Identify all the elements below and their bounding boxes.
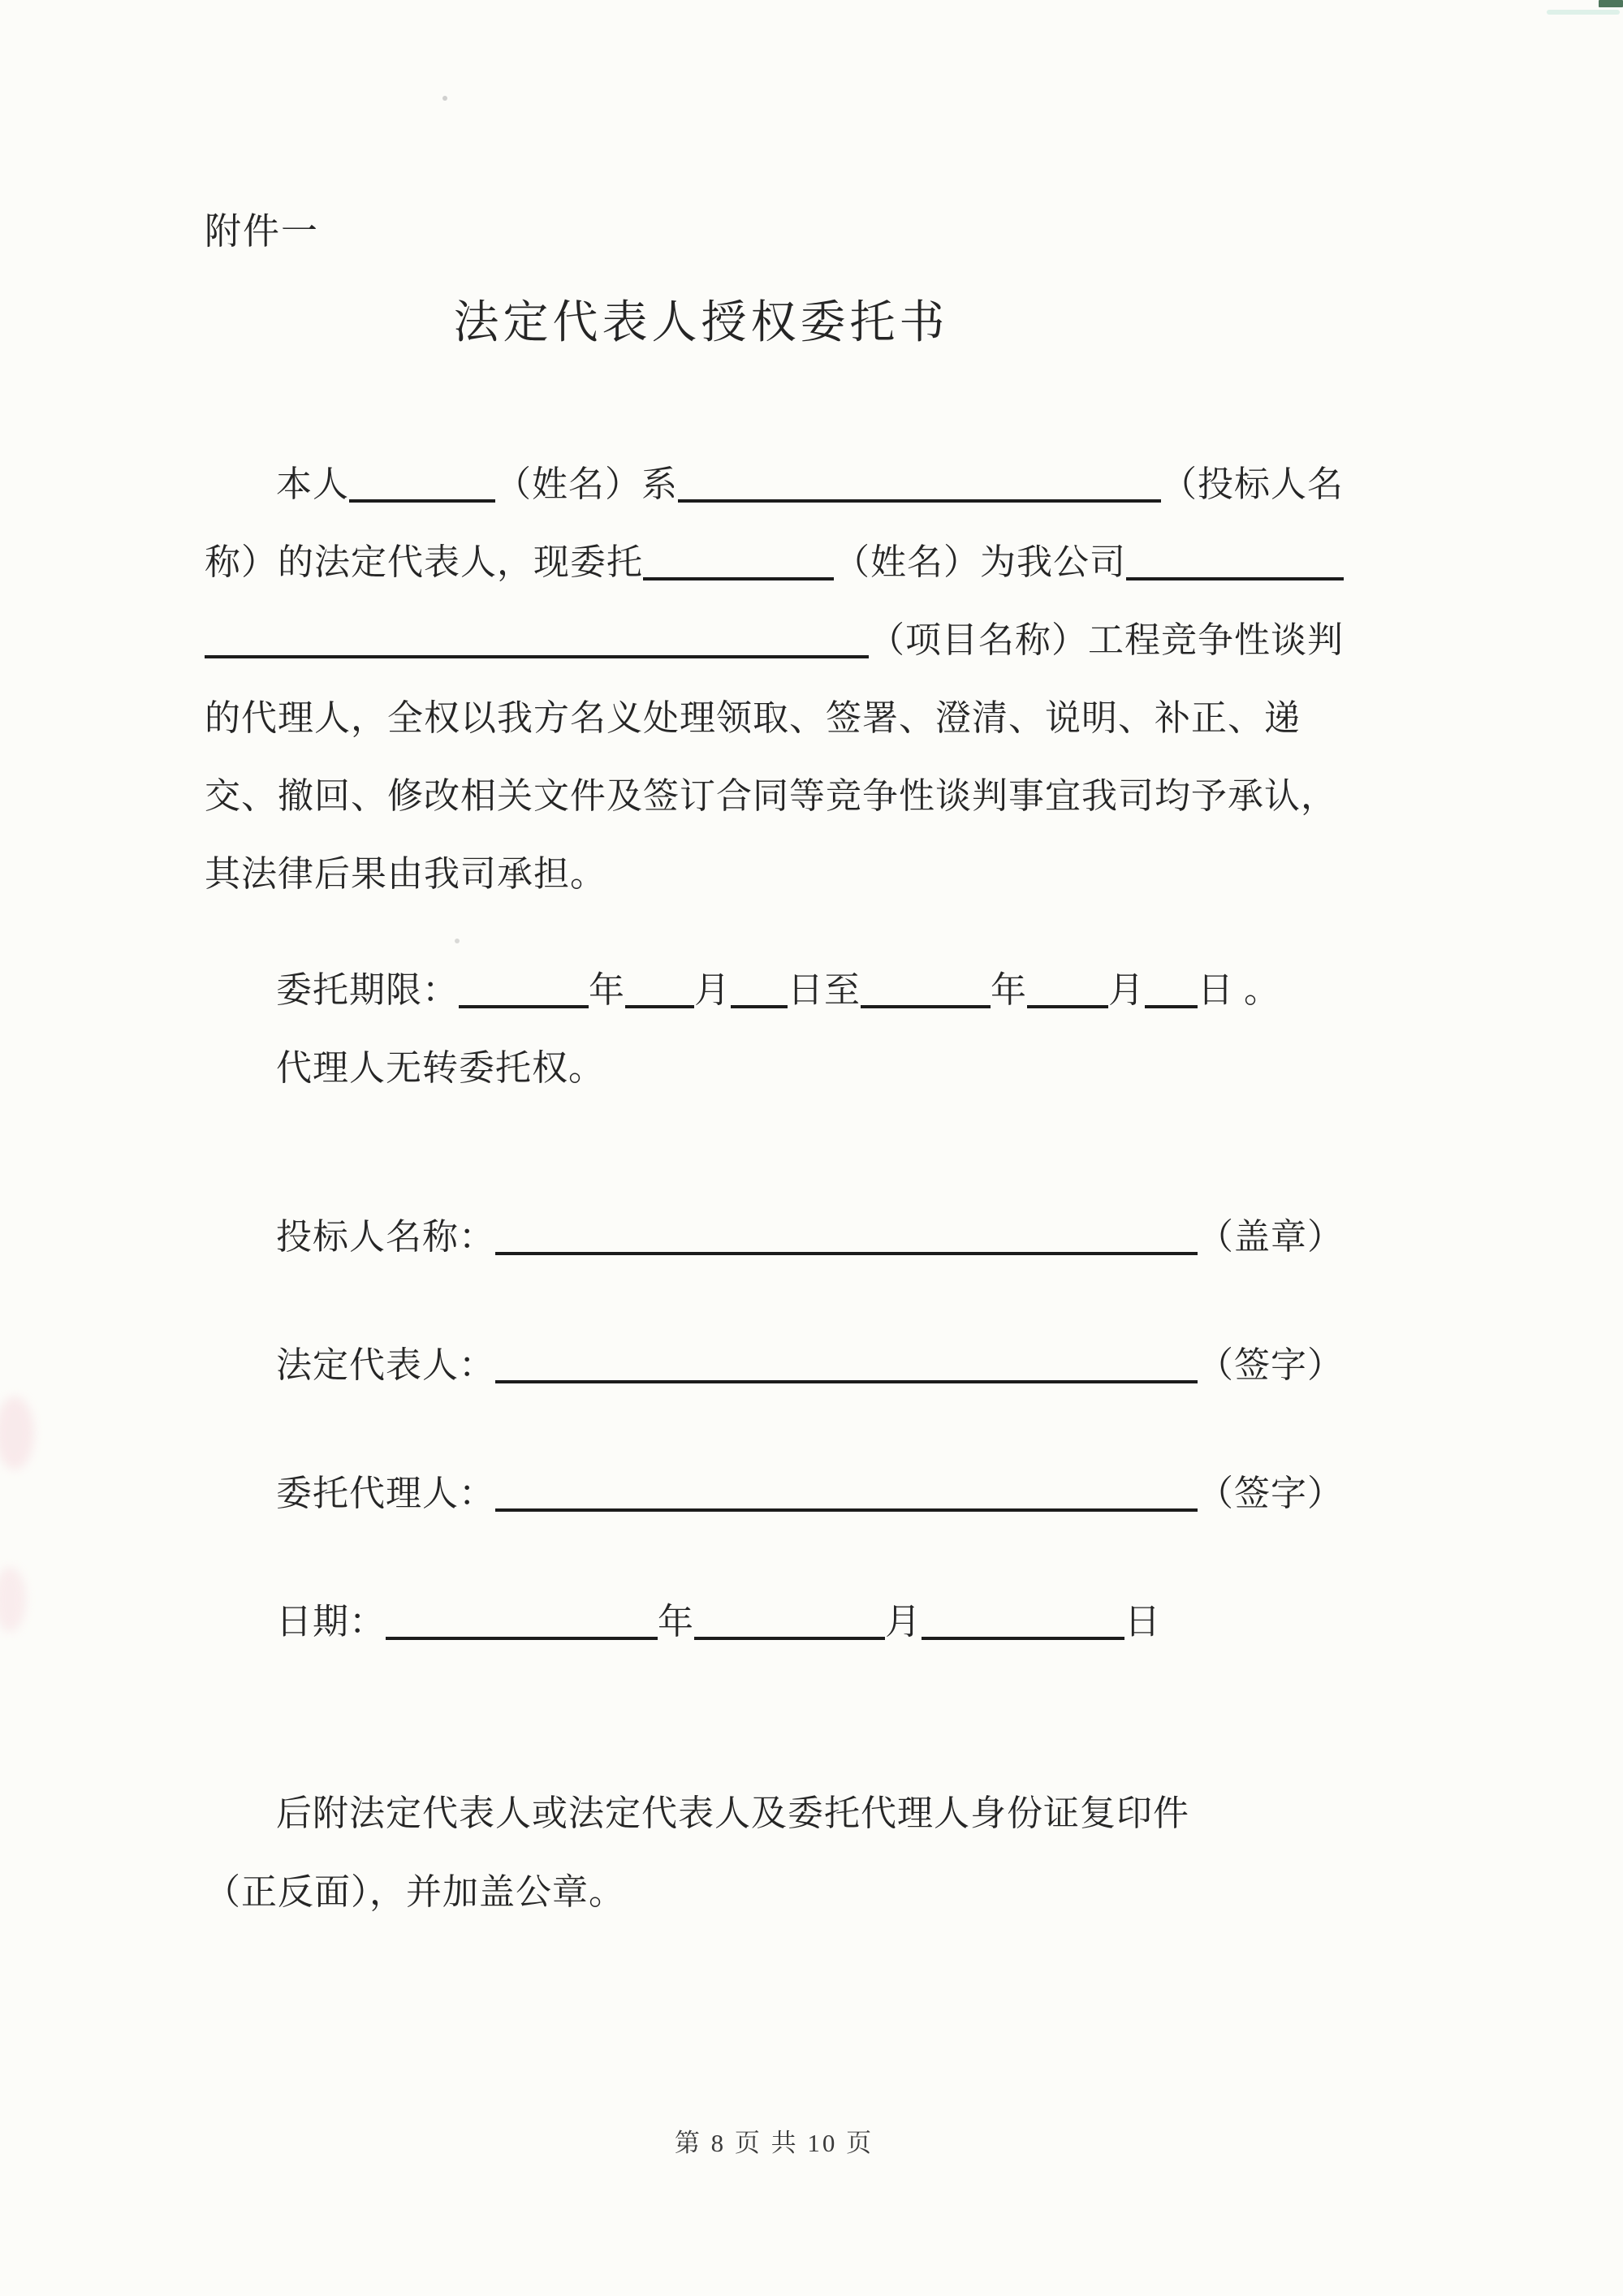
text-segment: （投标人名 [1161, 464, 1344, 505]
text-segment: 日 [1124, 1602, 1161, 1642]
scan-artifact-teal-smudge [1547, 10, 1620, 15]
text-segment: （姓名）为我公司 [834, 542, 1126, 583]
text-segment: 月 [694, 970, 731, 1011]
attachment-label: 附件一 [205, 211, 320, 252]
fill-in-blank [205, 647, 869, 658]
date-line [205, 1599, 1344, 1644]
fill-in-blank [731, 997, 788, 1008]
text-segment: 委托代理人： [276, 1474, 495, 1514]
text-segment: 月 [1108, 970, 1145, 1011]
scan-artifact-corner-mark [1599, 0, 1623, 7]
indent-spacer [205, 1383, 276, 1388]
page-title: 法定代表人授权委托书 [453, 298, 949, 348]
text-segment: （签字） [1198, 1345, 1344, 1386]
fill-in-blank [678, 491, 1161, 503]
text-segment: （项目名称）工程竞争性谈判 [869, 620, 1344, 661]
no-transfer-line [205, 1046, 1344, 1090]
scan-artifact-pink-smudge [0, 1567, 26, 1632]
page-content [205, 0, 1344, 1949]
text-segment: （姓名）系 [495, 464, 678, 505]
text-segment: 法定代表人： [276, 1345, 495, 1386]
fill-in-blank [495, 1500, 1198, 1512]
text-segment: 代理人无转委托权。 [276, 1048, 605, 1089]
text-segment: 投标人名称： [276, 1217, 495, 1258]
fill-in-blank [1027, 997, 1108, 1008]
indent-spacer [205, 1639, 276, 1644]
paragraph-line [205, 852, 1344, 896]
text-segment: 本人 [276, 464, 349, 505]
fill-in-blank [495, 1244, 1198, 1255]
paragraph-line [205, 774, 1344, 818]
signature-row [205, 1215, 1344, 1259]
paragraph-line [205, 1870, 1344, 1914]
text-segment: 年 [658, 1602, 694, 1642]
signature-row [205, 1471, 1344, 1516]
text-segment: 日至 [788, 970, 861, 1011]
text-segment: 年 [991, 970, 1027, 1011]
text-segment: 月 [885, 1602, 922, 1642]
text-segment: 称）的法定代表人，现委托 [205, 542, 643, 583]
indent-spacer [205, 1831, 276, 1836]
fill-in-blank [643, 569, 834, 580]
fill-in-blank [386, 1629, 658, 1640]
text-segment: 的代理人，全权以我方名义处理领取、签署、澄清、说明、补正、递 [205, 698, 1301, 739]
indent-spacer [205, 1254, 276, 1259]
paragraph-line [205, 696, 1344, 740]
fill-in-blank [922, 1629, 1124, 1640]
paragraph-line [205, 1791, 1344, 1836]
term-line [205, 968, 1344, 1012]
indent-spacer [205, 1511, 276, 1516]
attachment-note [205, 1791, 1344, 1914]
fill-in-blank [1145, 997, 1198, 1008]
text-segment: （盖章） [1198, 1217, 1344, 1258]
fill-in-blank [495, 1372, 1198, 1383]
fill-in-blank [861, 997, 991, 1008]
paragraph-line [205, 462, 1344, 507]
text-segment: 后附法定代表人或法定代表人及委托代理人身份证复印件 [276, 1793, 1189, 1834]
authorization-paragraph [205, 462, 1344, 896]
signature-block [205, 1215, 1344, 1644]
text-segment: 委托期限： [276, 970, 459, 1011]
fill-in-blank [1126, 569, 1344, 580]
indent-spacer [205, 1085, 276, 1090]
indent-spacer [205, 1008, 276, 1012]
fill-in-blank [625, 997, 694, 1008]
text-segment: 年 [589, 970, 625, 1011]
paragraph-line [205, 618, 1344, 662]
fill-in-blank [349, 491, 495, 503]
text-segment: 交、撤回、修改相关文件及签订合同等竞争性谈判事宜我司均予承认， [205, 776, 1337, 817]
signature-rows [205, 1215, 1344, 1516]
text-segment: 日期： [276, 1602, 386, 1642]
text-segment: （签字） [1198, 1474, 1344, 1514]
text-segment: （正反面），并加盖公章。 [205, 1872, 625, 1913]
page-footer: 第 8 页 共 10 页 [674, 2129, 874, 2157]
fill-in-blank [694, 1629, 885, 1640]
indent-spacer [205, 502, 276, 507]
fill-in-blank [459, 997, 589, 1008]
text-segment: 日 。 [1198, 970, 1280, 1011]
paragraph-line [205, 540, 1344, 585]
scan-artifact-pink-smudge [0, 1396, 34, 1470]
signature-row [205, 1343, 1344, 1388]
text-segment: 其法律后果由我司承担。 [205, 854, 606, 895]
